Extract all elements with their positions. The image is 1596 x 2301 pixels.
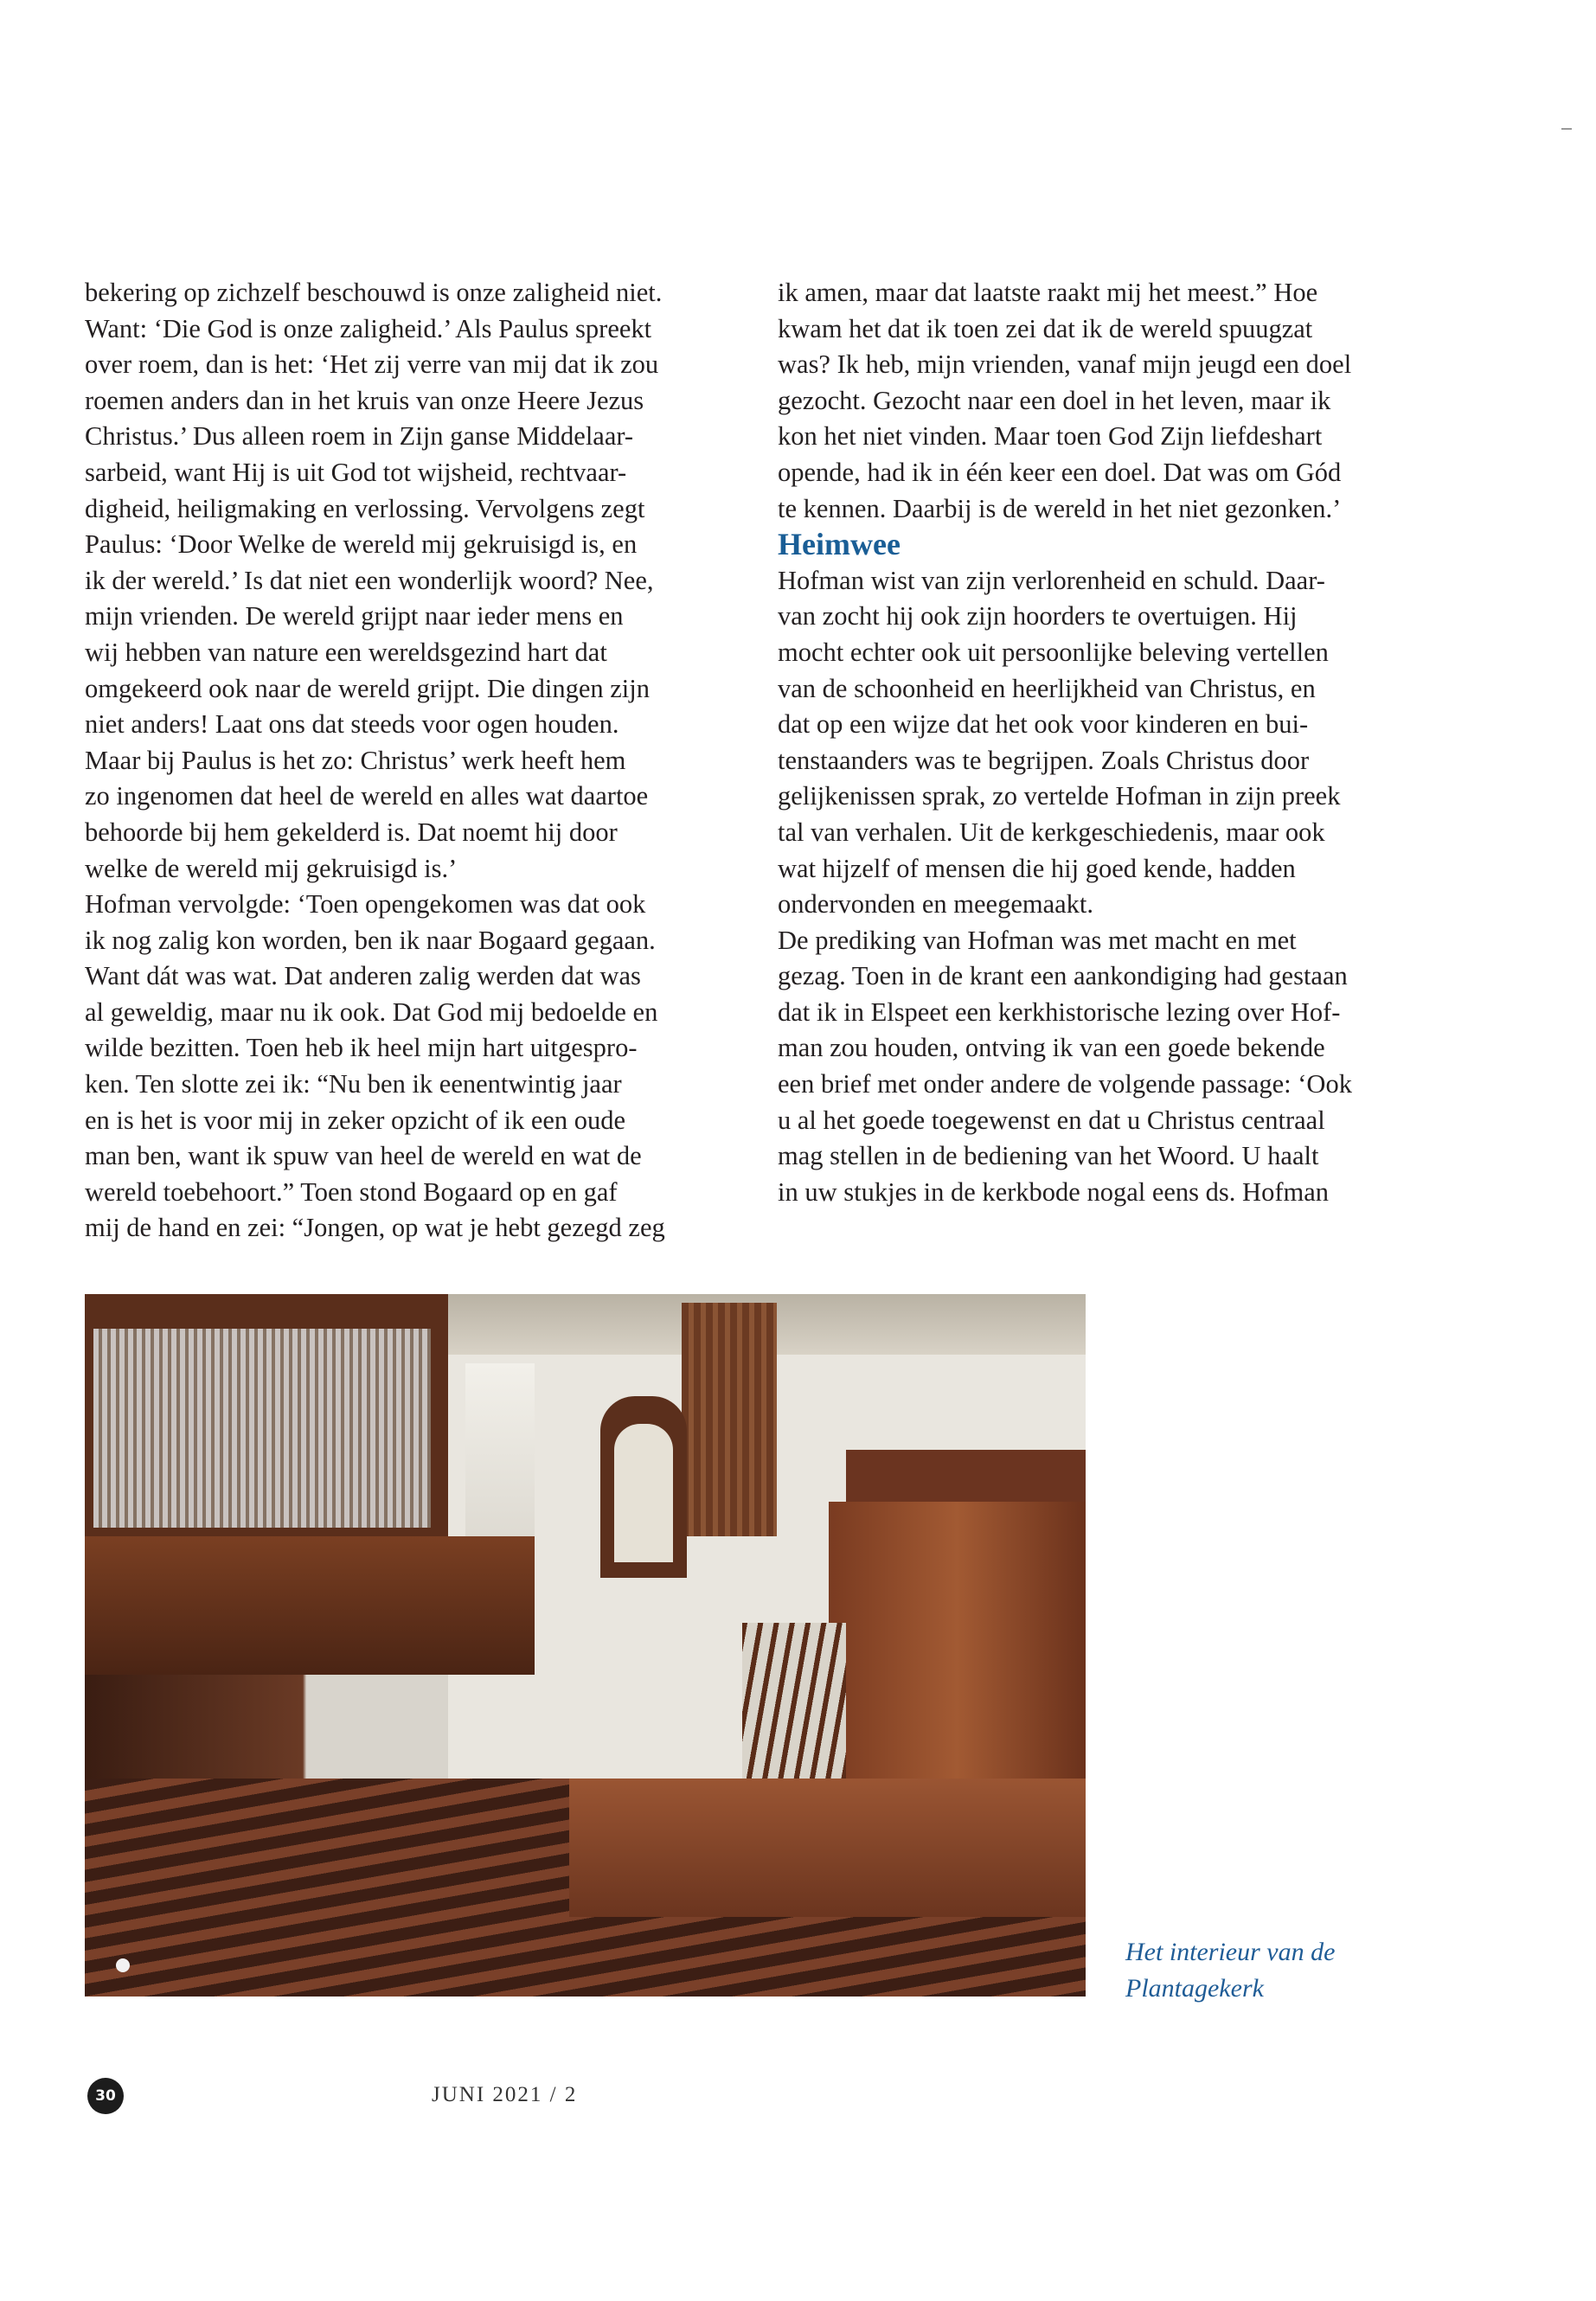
text-line: dat op een wijze dat het ook voor kinderen en bui- (778, 709, 1309, 740)
corner-mark (1561, 128, 1572, 130)
text-line: behoorde bij hem gekelderd is. Dat noemt hij door (85, 817, 618, 847)
text-line: wat hijzelf of mensen die hij goed kende, hadden (778, 853, 1296, 883)
text-line: kon het niet vinden. Maar toen God Zijn liefdeshart (778, 421, 1323, 452)
text-line: Want dát was wat. Dat anderen zalig werden dat was (85, 961, 641, 991)
text-line: niet anders! Laat ons dat steeds voor ogen houden. (85, 709, 619, 740)
text-line: wilde bezitten. Toen heb ik heel mijn hart uitgespro- (85, 1033, 638, 1063)
text-line: u al het goede toegewenst en dat u Christus centraal (778, 1105, 1325, 1135)
text-line: tal van verhalen. Uit de kerkgeschiedenis, maar ook (778, 817, 1325, 847)
text-line: Want: ‘Die God is onze zaligheid.’ Als Paulus spreekt (85, 313, 652, 343)
photo-caption (1125, 1934, 1335, 2007)
article-column-left (85, 275, 751, 1247)
enclosure (569, 1779, 1086, 1917)
text-line: Maar bij Paulus is het zo: Christus’ werk heeft hem (85, 745, 626, 775)
text-line: in uw stukjes in de kerkbode nogal eens ds. Hofman (778, 1176, 1329, 1207)
text-line: tenstaanders was te begrijpen. Zoals Christus door (778, 745, 1310, 775)
text-line: kwam het dat ik toen zei dat ik de wereld spuugzat (778, 313, 1313, 343)
palette-icon (116, 1958, 130, 1972)
text-line: welke de wereld mij gekruisigd is.’ (85, 853, 458, 883)
text-line: al geweldig, maar nu ik ook. Dat God mij bedoelde en (85, 997, 658, 1027)
text-line: ik amen, maar dat laatste raakt mij het meest.” Hoe (778, 278, 1318, 307)
text-line: een brief met onder andere de volgende passage: ‘Ook (778, 1069, 1352, 1099)
page-number-badge: 30 (87, 2078, 124, 2114)
text-line: gezocht. Gezocht naar een doel in het leven, maar ik (778, 385, 1331, 415)
church-interior-photo (85, 1294, 1086, 1997)
text-line: wij hebben van nature een wereldsgezind hart dat (85, 637, 607, 667)
text-line: van de schoonheid en heerlijkheid van Christus, en (778, 673, 1316, 703)
text-line: Hofman vervolgde: ‘Toen opengekomen was dat ook (85, 889, 646, 920)
pulpit (829, 1502, 1086, 1787)
gallery (85, 1536, 535, 1675)
text-line: gezag. Toen in de krant een aankondiging had gestaan (778, 961, 1348, 991)
text-line: gelijkenissen sprak, zo vertelde Hofman in zijn preek (778, 781, 1341, 811)
text-line: over roem, dan is het: ‘Het zij verre van mij dat ik zou (85, 349, 659, 380)
text-line: mij de hand en zei: “Jongen, op wat je hebt gezegd zeg (85, 1213, 665, 1243)
text-line: van zocht hij ook zijn hoorders te overtuigen. Hij (778, 601, 1298, 631)
text-line: omgekeerd ook naar de wereld grijpt. Die dingen zijn (85, 673, 650, 703)
text-line: ik nog zalig kon worden, ben ik naar Bogaard gegaan. (85, 925, 656, 955)
text-line: mijn vrienden. De wereld grijpt naar ieder mens en (85, 601, 624, 631)
text-line: was? Ik heb, mijn vrienden, vanaf mijn jeugd een doel (778, 349, 1352, 380)
text-line: en is het is voor mij in zeker opzicht of ik een oude (85, 1105, 626, 1135)
pulpit-canopy (846, 1450, 1086, 1502)
text-line: wereld toebehoort.” Toen stond Bogaard op en gaf (85, 1176, 618, 1207)
memorial-board-panel (614, 1424, 673, 1562)
organ-pipes (93, 1329, 431, 1528)
text-line: Christus.’ Dus alleen roem in Zijn ganse Middelaar- (85, 421, 634, 452)
text-line: opende, had ik in één keer een doel. Dat was om Gód (778, 457, 1342, 487)
text-line: Paulus: ‘Door Welke de wereld mij gekruisigd is, en (85, 529, 638, 560)
text-line: mocht echter ook uit persoonlijke beleving vertellen (778, 637, 1329, 667)
issue-label: JUNI 2021 / 2 (432, 2083, 578, 2106)
text-line: Hofman wist van zijn verlorenheid en schuld. Daar- (778, 565, 1325, 595)
caption-line: Het interieur van de (1125, 1938, 1336, 1966)
text-line: man ben, want ik spuw van heel de wereld en wat de (85, 1141, 642, 1171)
text-line: De prediking van Hofman was met macht en met (778, 925, 1297, 955)
window-curtain (682, 1303, 777, 1536)
caption-line: Plantagekerk (1125, 1974, 1264, 2003)
text-line: te kennen. Daarbij is de wereld in het niet gezonken.’ (778, 493, 1342, 523)
text-line: digheid, heiligmaking en verlossing. Vervolgens zegt (85, 493, 645, 523)
text-line: roemen anders dan in het kruis van onze Heere Jezus (85, 385, 644, 415)
text-line: sarbeid, want Hij is uit God tot wijsheid, rechtvaar- (85, 457, 627, 487)
article-column-right (778, 275, 1444, 1210)
text-line: ik der wereld.’ Is dat niet een wonderlijk woord? Nee, (85, 565, 654, 595)
text-line: dat ik in Elspeet een kerkhistorische lezing over Hof- (778, 997, 1341, 1027)
section-heading: Heimwee (778, 527, 901, 562)
text-line: man zou houden, ontving ik van een goede bekende (778, 1033, 1325, 1063)
text-line: mag stellen in de bediening van het Woord. U haalt (778, 1141, 1319, 1171)
text-line: ondervonden en meegemaakt. (778, 889, 1094, 920)
text-line: ken. Ten slotte zei ik: “Nu ben ik eenentwintig jaar (85, 1069, 622, 1099)
text-line: bekering op zichzelf beschouwd is onze zaligheid niet. (85, 278, 663, 307)
text-line: zo ingenomen dat heel de wereld en alles wat daartoe (85, 781, 649, 811)
